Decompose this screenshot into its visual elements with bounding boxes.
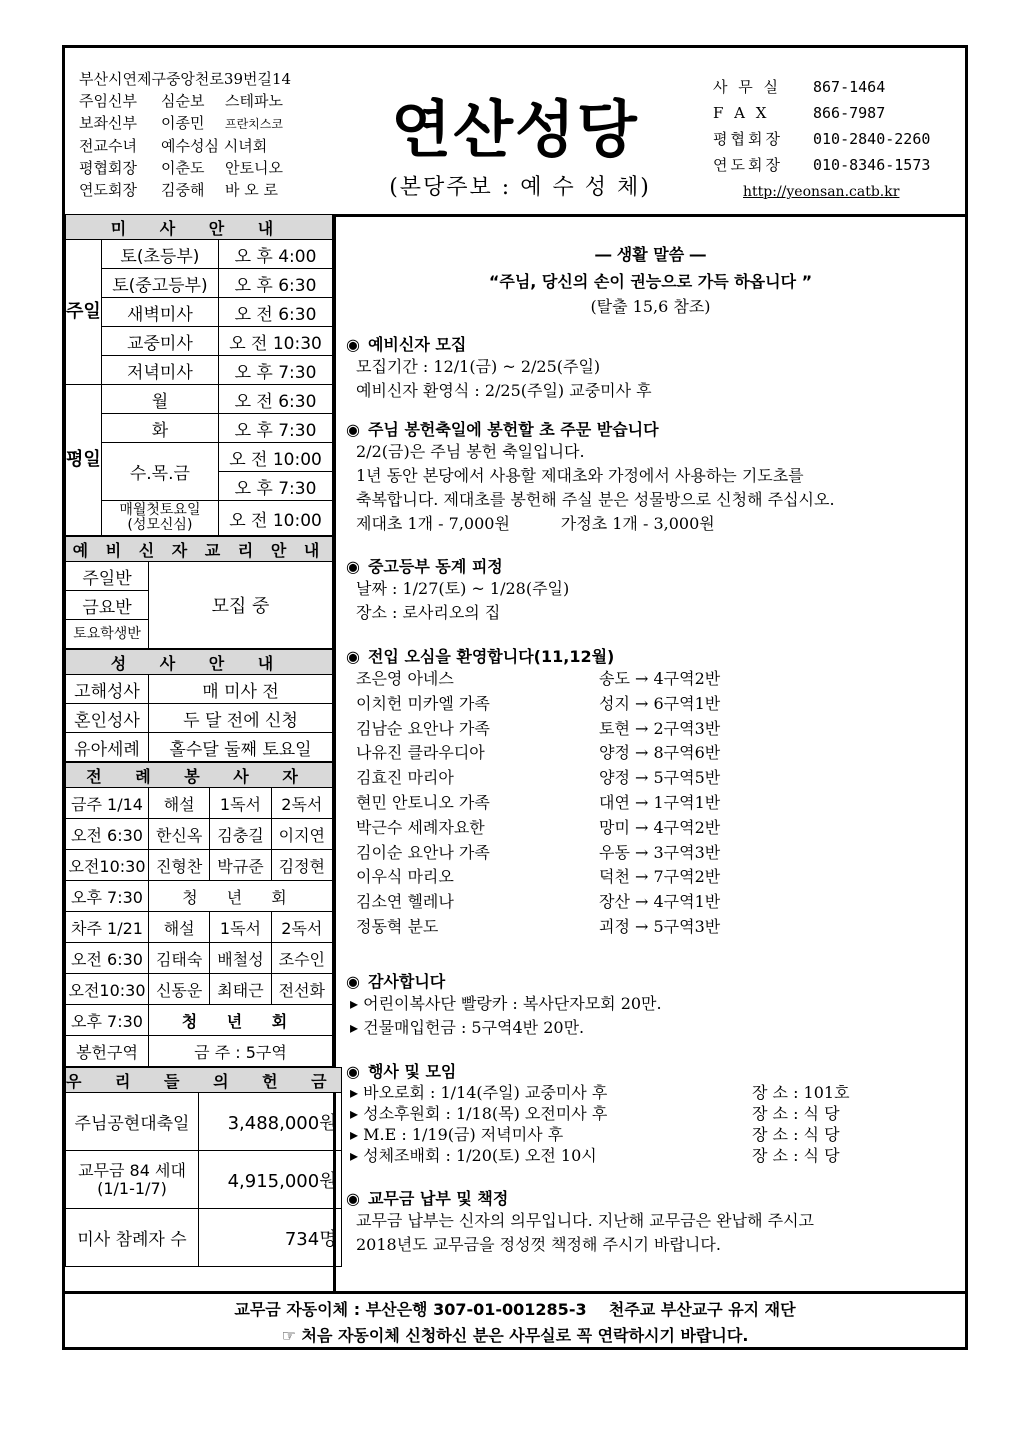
bullet-icon: ◉ [346, 972, 360, 991]
sacrament-name: 유아세례 [66, 733, 149, 762]
list-item: ▸ M.E : 1/19(금) 저녁미사 후 장 소 : 식 당 [350, 1125, 840, 1144]
minister-group: 청 년 회 [149, 1005, 333, 1036]
footer-account: 교무금 자동이체 : 부산은행 307-01-001285-3 천주교 부산교구 유지 재단 [234, 1300, 796, 1319]
section-title: 중고등부 동계 피정 [367, 557, 503, 576]
list-item: 김효진 마리아 양정 → 5구역5반 [356, 768, 721, 788]
minister-group: 청 년 회 [149, 881, 333, 912]
mass-time: 오 전 10:00 [219, 501, 333, 536]
bullet-icon: ◉ [346, 1189, 360, 1208]
contact-row: 평협회장 010-2840-2260 [713, 130, 931, 148]
minister-name: 김충길 [210, 819, 271, 850]
mass-time: 오 전 10:00 [219, 443, 333, 472]
week-label: 차주 1/21 [66, 912, 149, 943]
mass-time: 오 후 7:30 [219, 414, 333, 443]
bullet-icon: ◉ [346, 1062, 360, 1081]
list-item: 조은영 아네스 송도 → 4구역2반 [356, 669, 721, 688]
column-header: 1독서 [210, 912, 271, 943]
mass-time: 오전10:30 [66, 850, 149, 881]
notice-section [346, 1186, 956, 1257]
notice-section [346, 417, 956, 536]
catechumen-table [65, 536, 333, 649]
staff-row: 전교수녀 예수성심 시녀회 [79, 137, 268, 155]
class-name: 금요반 [66, 591, 149, 620]
notice-line: 축복합니다. 제대초를 봉헌해 주실 분은 성물방으로 신청해 주십시오. [356, 490, 835, 509]
staff-row: 주임신부 심순보 스테파노 [79, 92, 283, 110]
column-header: 2독서 [271, 788, 332, 819]
notice-section [346, 969, 956, 1040]
column-header: 1독서 [210, 788, 271, 819]
mass-time: 오 전 6:30 [219, 298, 333, 327]
minister-name: 조수인 [271, 943, 332, 974]
left-column [65, 214, 341, 1291]
notice-section [346, 644, 956, 940]
donation-value: 3,488,000원 [199, 1093, 342, 1151]
staff-block [79, 68, 291, 201]
right-column [336, 214, 965, 1291]
ministers-table [65, 762, 333, 1067]
donation-name: 교무금 84 세대 (1/1-1/7) [66, 1151, 199, 1209]
donation-value: 4,915,000원 [199, 1151, 342, 1209]
contact-block [713, 74, 930, 205]
bullet-icon: ◉ [346, 647, 360, 666]
notice-line: 1년 동안 본당에서 사용할 제대초와 가정에서 사용하는 기도초를 [356, 466, 804, 485]
minister-name: 배철성 [210, 943, 271, 974]
minister-name: 이지연 [271, 819, 332, 850]
mass-time: 오 후 4:00 [219, 240, 333, 269]
list-item: ▸ 성체조배회 : 1/20(토) 오전 10시 장 소 : 식 당 [350, 1146, 840, 1165]
page-subtitle: (본당주보 : 예 수 성 체) [389, 175, 651, 200]
mass-time: 오후 7:30 [66, 1005, 149, 1036]
section-heading: 성 사 안 내 [66, 650, 333, 675]
quote-reference: (탈출 15,6 참조) [590, 297, 711, 316]
notice-line: ▸ 건물매입헌금 : 5구역4반 20만. [350, 1018, 585, 1037]
minister-name: 신동운 [149, 974, 210, 1005]
donation-value: 734명 [199, 1209, 342, 1267]
mass-name: 교중미사 [101, 327, 218, 356]
sacrament-name: 고해성사 [66, 675, 149, 704]
mass-time: 오전 6:30 [66, 819, 149, 850]
section-title: 감사합니다 [367, 972, 446, 991]
notice-line: 제대초 1개 - 7,000원 가정초 1개 - 3,000원 [356, 514, 715, 533]
quote-text: “주님, 당신의 손이 권능으로 가득 하옵니다 ” [488, 272, 813, 291]
list-item: 김소연 헬레나 장산 → 4구역1반 [356, 892, 721, 912]
class-status: 모집 중 [149, 562, 333, 649]
website-link[interactable]: http://yeonsan.catb.kr [743, 184, 900, 200]
mass-time: 오 후 7:30 [219, 356, 333, 385]
minister-name: 진형찬 [149, 850, 210, 881]
header [65, 48, 965, 217]
section-title: 전입 오심을 환영합니다(11,12월) [367, 647, 615, 666]
list-item: 김남순 요안나 가족 토현 → 2구역3반 [356, 718, 721, 738]
footer [65, 1291, 965, 1347]
column-header: 해설 [149, 788, 210, 819]
weekly-quote [336, 242, 965, 317]
footer-note: ☞ 처음 자동이체 신청하신 분은 사무실로 꼭 연락하시기 바랍니다. [281, 1326, 749, 1345]
mass-time: 오 전 10:30 [219, 327, 333, 356]
list-item: 김이순 요안나 가족 우동 → 3구역3반 [356, 842, 721, 862]
notice-section [346, 1059, 956, 1166]
section-heading: 전 례 봉 사 자 [66, 763, 333, 788]
sunday-label: 주일 [66, 240, 102, 385]
mass-time: 오후 7:30 [66, 881, 149, 912]
minister-name: 전선화 [271, 974, 332, 1005]
list-item: ▸ 성소후원회 : 1/18(목) 오전미사 후 장 소 : 식 당 [350, 1104, 840, 1123]
sacrament-value: 매 미사 전 [149, 675, 333, 704]
sacrament-table [65, 649, 333, 762]
minister-name: 김정현 [271, 850, 332, 881]
contact-row: 연도회장 010-8346-1573 [713, 156, 931, 174]
list-item: 박근수 세례자요한 망미 → 4구역2반 [356, 817, 721, 837]
donation-name: 주님공현대축일 [66, 1093, 199, 1151]
column-header: 2독서 [271, 912, 332, 943]
minister-name: 김태숙 [149, 943, 210, 974]
section-heading: 우 리 들 의 헌 금 [66, 1068, 342, 1093]
staff-row: 평협회장 이춘도 안토니오 [79, 159, 283, 177]
list-item: 나유진 클라우디아 양정 → 8구역6반 [356, 743, 721, 763]
mass-time: 오 전 6:30 [219, 385, 333, 414]
mass-time: 오 후 6:30 [219, 269, 333, 298]
mass-name: 화 [101, 414, 218, 443]
section-heading: 미 사 안 내 [66, 215, 333, 240]
minister-name: 한신옥 [149, 819, 210, 850]
minister-name: 박규준 [210, 850, 271, 881]
notice-line: 장소 : 로사리오의 집 [356, 603, 501, 622]
sacrament-value: 두 달 전에 신청 [149, 704, 333, 733]
mass-name: 저녁미사 [101, 356, 218, 385]
notice-line: 날짜 : 1/27(토) ~ 1/28(주일) [356, 579, 570, 598]
list-item: 현민 안토니오 가족 대연 → 1구역1반 [356, 792, 721, 812]
bulletin-frame [62, 45, 968, 1350]
bullet-icon: ◉ [346, 335, 360, 354]
class-name: 주일반 [66, 562, 149, 591]
section-title: 예비신자 모집 [367, 335, 467, 354]
sacrament-value: 홀수달 둘째 토요일 [149, 733, 333, 762]
class-name: 토요학생반 [66, 620, 149, 649]
notice-line: 2018년도 교무금을 정성껏 책정해 주시기 바랍니다. [356, 1235, 721, 1254]
sacrament-name: 혼인성사 [66, 704, 149, 733]
offering-value: 금 주 : 5구역 [149, 1036, 333, 1067]
mass-name: 수.목.금 [101, 443, 218, 501]
notice-section [346, 332, 956, 403]
notice-line: 2/2(금)은 주님 봉헌 축일입니다. [356, 442, 585, 461]
donation-name: 미사 참례자 수 [66, 1209, 199, 1267]
mass-table [65, 214, 333, 536]
staff-row: 보좌신부 이종민 프란치스코 [79, 114, 283, 132]
list-item: 이치헌 미카엘 가족 성지 → 6구역1반 [356, 693, 721, 713]
section-heading: 예 비 신 자 교 리 안 내 [66, 537, 333, 562]
donation-table [65, 1067, 342, 1267]
mass-name: 매월첫토요일 (성모신심) [101, 501, 218, 536]
list-item: 정동혁 분도 괴정 → 5구역3반 [356, 916, 721, 936]
notice-line: 교무금 납부는 신자의 의무입니다. 지난해 교무금은 완납해 주시고 [356, 1211, 815, 1230]
mass-name: 토(중고등부) [101, 269, 218, 298]
mass-time: 오전10:30 [66, 974, 149, 1005]
week-label: 금주 1/14 [66, 788, 149, 819]
list-item: ▸ 바오로회 : 1/14(주일) 교중미사 후 장 소 : 101호 [350, 1083, 850, 1102]
mass-name: 새벽미사 [101, 298, 218, 327]
bullet-icon: ◉ [346, 420, 360, 439]
notice-line: 예비신자 환영식 : 2/25(주일) 교중미사 후 [356, 381, 652, 400]
offering-label: 봉헌구역 [66, 1036, 149, 1067]
quote-heading: ― 생활 말씀 ― [595, 245, 706, 264]
notice-section [346, 554, 956, 625]
section-title: 행사 및 모임 [367, 1062, 457, 1081]
column-header: 해설 [149, 912, 210, 943]
list-item: 이우식 마리오 덕천 → 7구역2반 [356, 867, 721, 887]
minister-name: 최태근 [210, 974, 271, 1005]
staff-row: 연도회장 김중해 바 오 로 [79, 181, 279, 199]
notice-line: 모집기간 : 12/1(금) ~ 2/25(주일) [356, 357, 601, 376]
mass-name: 월 [101, 385, 218, 414]
notice-line: ▸ 어린이복사단 빨랑카 : 복사단자모회 20만. [350, 994, 662, 1013]
weekday-label: 평일 [66, 385, 102, 536]
contact-row: 사 무 실 867-1464 [713, 78, 886, 96]
address: 부산시연제구중앙천로39번길14 [79, 70, 292, 88]
page-title: 연산성당 [391, 93, 639, 166]
bullet-icon: ◉ [346, 557, 360, 576]
section-title: 교무금 납부 및 책정 [367, 1189, 509, 1208]
mass-time: 오 후 7:30 [219, 472, 333, 501]
mass-time: 오전 6:30 [66, 943, 149, 974]
section-title: 주님 봉헌축일에 봉헌할 초 주문 받습니다 [367, 420, 659, 439]
mass-name: 토(초등부) [101, 240, 218, 269]
contact-row: F A X 866-7987 [713, 104, 886, 122]
